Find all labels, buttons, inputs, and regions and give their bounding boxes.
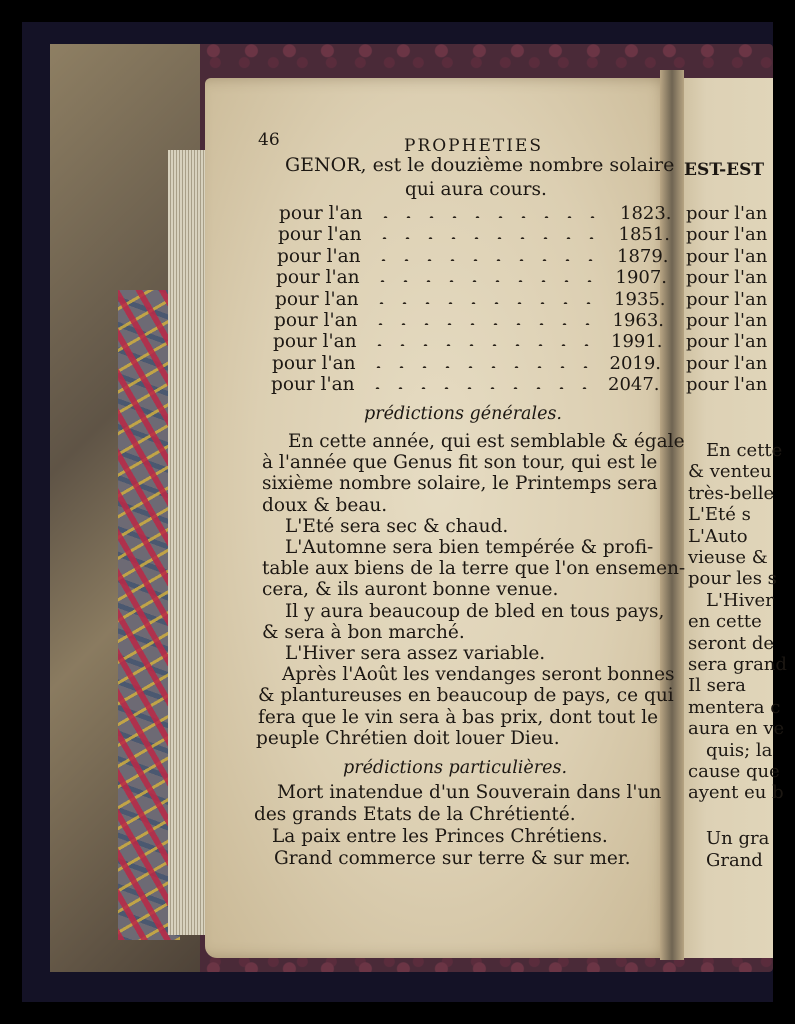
right-body-line: En cette bbox=[706, 440, 783, 461]
table-row-year: 1963. bbox=[612, 310, 665, 331]
right-body-line: quis; la bbox=[706, 739, 773, 761]
section-heading-line2: qui aura cours. bbox=[405, 179, 547, 200]
right-body-line: vieuse & bbox=[688, 547, 768, 568]
dot-leader bbox=[372, 259, 605, 261]
table-row-label: pour l'an bbox=[277, 245, 361, 267]
right-body-line: pour les s bbox=[688, 568, 777, 590]
right-body-line: cause que bbox=[688, 761, 780, 782]
right-table-row: pour l'an bbox=[686, 331, 768, 353]
body-line: des grands Etats de la Chrétienté. bbox=[254, 804, 576, 825]
body-line: doux & beau. bbox=[262, 494, 388, 516]
body-line: La paix entre les Princes Chrétiens. bbox=[272, 826, 608, 847]
body-line: En cette année, qui est semblable & égale bbox=[288, 431, 685, 452]
table-row-label: pour l'an bbox=[274, 310, 358, 331]
table-row-label: pour l'an bbox=[276, 267, 360, 289]
table-row-year: 1879. bbox=[617, 245, 669, 267]
right-table-row: pour l'an bbox=[686, 352, 768, 374]
right-body-line: seront de bbox=[688, 632, 775, 654]
right-body-line: Il sera bbox=[688, 675, 746, 697]
right-body-line: L'Hiver bbox=[706, 589, 774, 611]
body-line: peuple Chrétien doit louer Dieu. bbox=[256, 727, 560, 749]
right-body-line: sera grand bbox=[688, 654, 787, 675]
body-line: & plantureuses en beaucoup de pays, ce qui bbox=[258, 685, 674, 707]
right-table-row: pour l'an bbox=[686, 203, 768, 224]
right-body-line: mentera c bbox=[688, 696, 781, 718]
right-heading: EST-EST bbox=[684, 160, 765, 180]
body-line: L'Automne sera bien tempérée & profi- bbox=[285, 537, 654, 558]
table-row-label: pour l'an bbox=[272, 352, 356, 374]
right-body-line: L'Auto bbox=[688, 525, 748, 547]
body-line: à l'année que Genus fit son tour, qui est le bbox=[262, 452, 658, 474]
right-table-row: pour l'an bbox=[686, 245, 768, 267]
right-body-line: ayent eu b bbox=[688, 782, 784, 804]
running-head: PROPHETIES bbox=[404, 136, 543, 156]
body-line: sixième nombre solaire, le Printemps sera bbox=[262, 473, 658, 495]
dot-leader bbox=[367, 366, 595, 368]
body-line: Mort inatendue d'un Souverain dans l'un bbox=[277, 782, 662, 803]
right-table-row: pour l'an bbox=[686, 224, 768, 246]
body-line: fera que le vin sera à bas prix, dont tout le bbox=[258, 706, 659, 728]
right-table-row: pour l'an bbox=[686, 374, 768, 396]
body-line: Grand commerce sur terre & sur mer. bbox=[274, 848, 631, 869]
body-line: L'Hiver sera assez variable. bbox=[285, 643, 546, 664]
right-body-line: & venteu bbox=[688, 461, 772, 483]
table-row-year: 1851. bbox=[618, 224, 671, 246]
dot-leader bbox=[370, 302, 601, 304]
table-row-label: pour l'an bbox=[279, 203, 363, 224]
right-body-line: très-belle bbox=[688, 482, 775, 504]
right-body-line: Un gra bbox=[706, 828, 770, 849]
section-title-general: prédictions générales. bbox=[364, 404, 562, 424]
table-row-label: pour l'an bbox=[275, 288, 359, 310]
right-body-line: aura en ve bbox=[688, 718, 785, 740]
right-body-line: L'Eté s bbox=[688, 504, 751, 526]
body-line: Après l'Août les vendanges seront bonnes bbox=[282, 664, 675, 686]
page-number: 46 bbox=[258, 130, 280, 150]
right-body-line: Grand bbox=[706, 850, 763, 871]
table-row-label: pour l'an bbox=[273, 331, 357, 353]
table-row-year: 1907. bbox=[615, 267, 668, 289]
body-line: table aux biens de la terre que l'on ensemen- bbox=[262, 558, 686, 580]
body-line: Il y aura beaucoup de bled en tous pays, bbox=[285, 600, 665, 622]
body-line: & sera à bon marché. bbox=[262, 621, 465, 643]
section-title-particular: prédictions particulières. bbox=[343, 758, 568, 778]
section-heading-line1: GENOR, est le douzième nombre solaire bbox=[285, 154, 675, 176]
table-row-year: 1823. bbox=[620, 203, 672, 224]
page-edges bbox=[168, 150, 208, 935]
right-body-line: en cette bbox=[688, 611, 762, 633]
right-table-row: pour l'an bbox=[686, 288, 768, 310]
right-table-row: pour l'an bbox=[686, 310, 768, 331]
dot-leader bbox=[373, 237, 607, 239]
dot-leader bbox=[366, 387, 593, 389]
dot-leader bbox=[371, 280, 603, 282]
dot-leader bbox=[368, 344, 597, 346]
dot-leader bbox=[369, 323, 599, 325]
right-table-row: pour l'an bbox=[686, 267, 768, 289]
table-row-label: pour l'an bbox=[278, 224, 362, 246]
table-row-year: 2019. bbox=[609, 352, 662, 374]
table-row-year: 1935. bbox=[614, 288, 666, 310]
dot-leader bbox=[374, 216, 609, 218]
table-row-year: 2047. bbox=[608, 374, 660, 396]
body-line: L'Eté sera sec & chaud. bbox=[285, 515, 509, 537]
table-row-label: pour l'an bbox=[271, 374, 355, 396]
body-line: cera, & ils auront bonne venue. bbox=[262, 579, 559, 601]
table-row-year: 1991. bbox=[611, 331, 663, 353]
